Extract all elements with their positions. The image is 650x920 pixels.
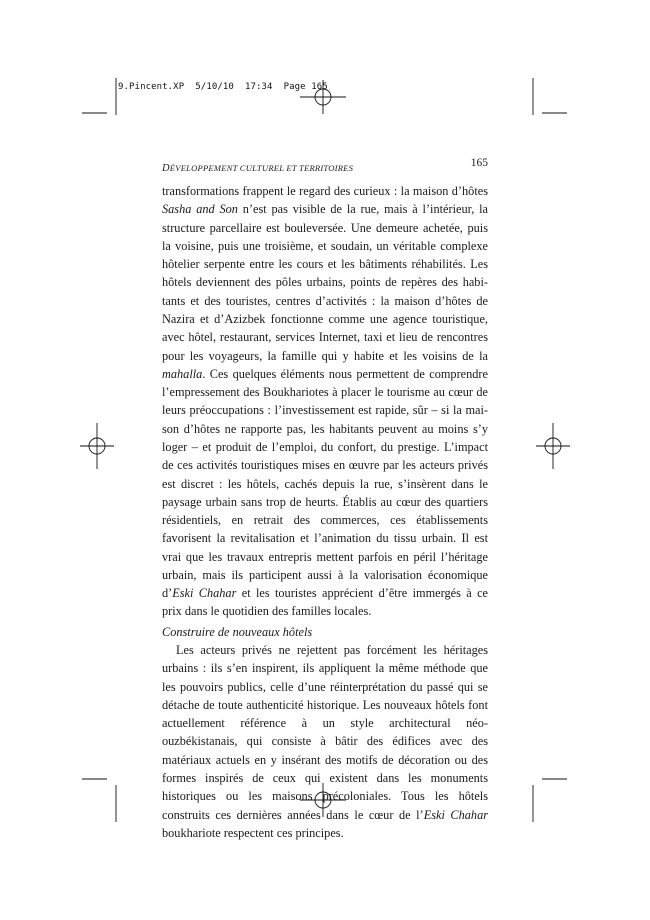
paragraph-1: transformations frappent le regard des curieux : la maison d’hôtes Sasha and Son n’est pas visible de la rue, mais à l’intérieur, la structure parcellaire est bouleversée. Une demeure achetée, puis la voisine, puis une troisième, et soudain, un véritable complexe hôtelier serpente entre les cours et les bâtiments réhabilités. Les hôtels deviennent des pôles urbains, points de repères des habitants et des touristes, centres d’activités : la maison d’hôtes de Nazira et d’Azizbek fonctionne comme une agence touristique, avec hôtel, restaurant, services Internet, taxi et lieu de rencontres pour les voyageurs, la famille qui y habite et les voisins de la mahalla. Ces quelques éléments nous permettent de comprendre l’empressement des Boukhariotes à placer le tourisme au cœur de leurs préoccupations : l’investissement est rapide, sûr – si la maison d’hôtes ne rapporte pas, les habitants peuvent au moins s’y loger – et produit de l’emploi, du confort, du prestige. L’impact de ces activités touristiques mises en œuvre par les acteurs privés est discret : les hôtels, cachés depuis la rue, s’insèrent dans le paysage urbain sans trop de heurts. Établis au cœur des quartiers résidentiels, en retrait des commerces, ces établissements favorisent la revitalisation et l’animation du tissu urbain. Il est vrai que les travaux entrepris mettent parfois en péril l’héritage urbain, mais ils participent aussi à la valorisation économique d’Eski Chahar et les touristes apprécient d’être immergés à ce prix dans le quotidien des familles locales. — [162, 184, 488, 619]
slug-time: 17:34 — [244, 82, 273, 92]
slug-page-number: 165 — [311, 82, 328, 92]
running-head-title — [162, 163, 353, 173]
running-head — [162, 158, 488, 176]
slug-page-label: Page — [283, 82, 306, 92]
section-heading: Construire de nouveaux hôtels — [162, 624, 313, 639]
registration-mark-top — [300, 80, 346, 114]
running-head-initial: D — [162, 163, 170, 174]
italic-term: Eski Chahar — [423, 807, 489, 822]
registration-mark-left — [80, 423, 114, 469]
running-head-title-rest: ÉVELOPPEMENT CULTUREL ET TERRITOIRES — [169, 163, 354, 173]
slug-file: 9.Pincent.XP — [118, 82, 185, 92]
body-text — [162, 182, 488, 842]
italic-term: Eski Chahar — [172, 586, 237, 601]
italic-term: mahalla — [162, 366, 203, 381]
slug-date: 5/10/10 — [195, 82, 234, 92]
registration-mark-right — [536, 423, 570, 469]
paragraph-2: Les acteurs privés ne rejettent pas forcément les héritages urbains : ils s’en inspirent, ils appliquent la même méthode que les pouvoirs publics, celle d’une réinterprétation du passé qui se détache de toute authenticité historique. Les nouveaux hôtels font actuellement référence à un style architectural néo-ouzbékistanais, qui consiste à bâtir des édifices avec des matériaux actuels en y insérant des motifs de décoration ou des formes inspirés de ceux qui existent dans les monuments historiques ou les maisons précoloniales. Tous les hôtels construits ces dernières années dans le cœur de l’Eski Chahar boukhariote respectent ces principes. — [162, 643, 489, 840]
page-number: 165 — [470, 157, 488, 169]
italic-term: Sasha and Son — [162, 202, 238, 217]
